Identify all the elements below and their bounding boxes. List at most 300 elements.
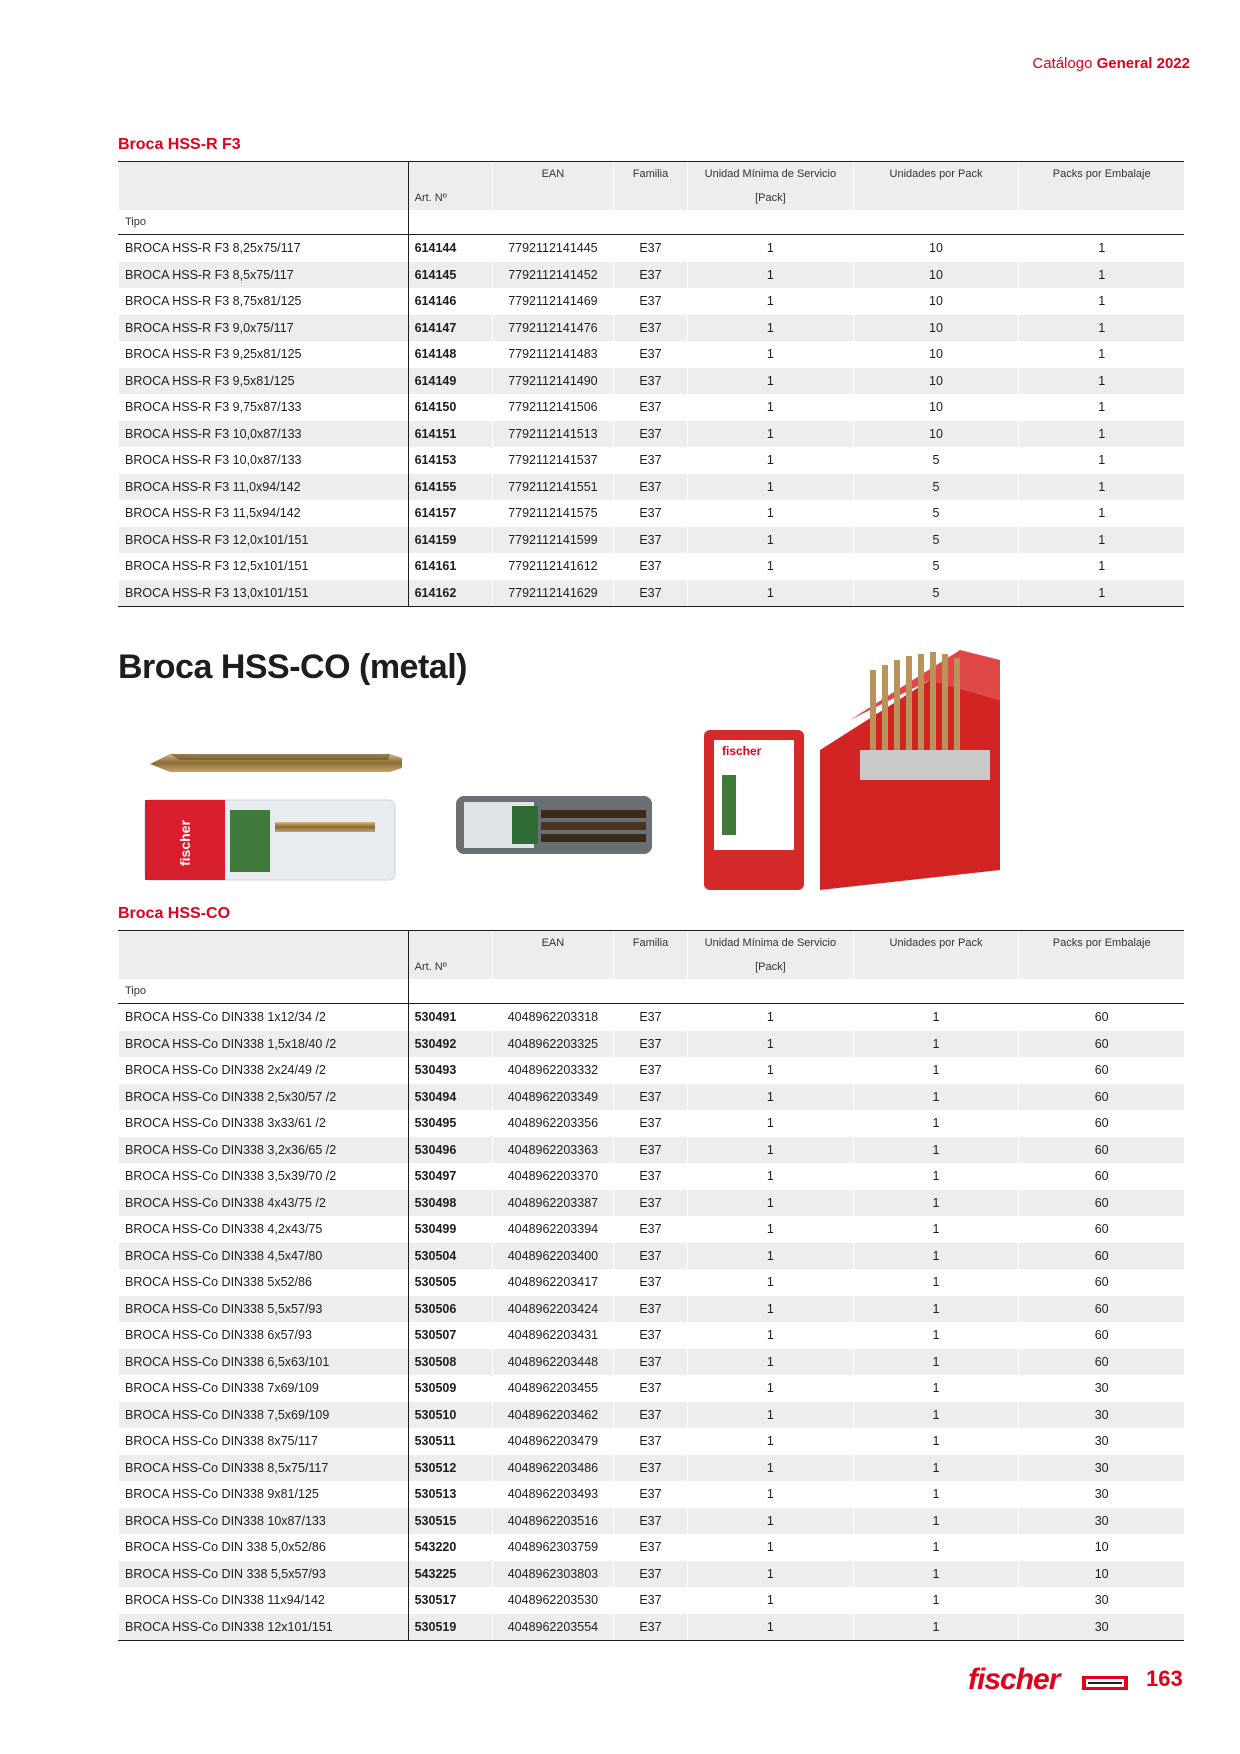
table-cell-ean: 7792112141599 [492, 527, 613, 554]
table-cell-ums: 1 [688, 1004, 854, 1031]
table-cell-ppe: 60 [1019, 1269, 1184, 1296]
table-cell-tipo: BROCA HSS-Co DIN338 2x24/49 /2 [119, 1057, 409, 1084]
table-cell-tipo: BROCA HSS-R F3 10,0x87/133 [119, 447, 409, 474]
table-row [119, 315, 1185, 342]
table-cell-ums: 1 [688, 447, 854, 474]
table-cell-tipo: BROCA HSS-R F3 11,5x94/142 [119, 500, 409, 527]
table-cell-ums: 1 [688, 553, 854, 580]
table-row [119, 235, 1185, 262]
table-cell-ean: 7792112141629 [492, 580, 613, 607]
table-cell-fam: E37 [613, 1375, 687, 1402]
table-cell-upp: 1 [853, 1534, 1019, 1561]
table-cell-upp: 1 [853, 1508, 1019, 1535]
table-cell-art: 530492 [408, 1031, 492, 1058]
table-cell-ean: 7792112141490 [492, 368, 613, 395]
table-cell-ppe: 1 [1019, 262, 1184, 289]
catalog-header-prefix: Catálogo [1032, 55, 1093, 72]
table-cell-upp: 1 [853, 1322, 1019, 1349]
table-cell-ums: 1 [688, 1084, 854, 1111]
col-upp: Unidades por Pack [853, 931, 1019, 956]
table-row [119, 1349, 1185, 1376]
table-cell-ums: 1 [688, 1587, 854, 1614]
table-cell-ums: 1 [688, 1269, 854, 1296]
table-cell-upp: 5 [853, 447, 1019, 474]
col-ean: EAN [492, 931, 613, 956]
table-cell-tipo: BROCA HSS-R F3 10,0x87/133 [119, 421, 409, 448]
table-cell-fam: E37 [613, 1322, 687, 1349]
col-art: Art. Nº [408, 186, 492, 210]
table-cell-fam: E37 [613, 235, 687, 262]
table-cell-upp: 1 [853, 1084, 1019, 1111]
table-cell-ppe: 30 [1019, 1508, 1184, 1535]
table-row [119, 1296, 1185, 1323]
table-row [119, 1269, 1185, 1296]
table-cell-tipo: BROCA HSS-Co DIN338 2,5x30/57 /2 [119, 1084, 409, 1111]
table-row [119, 1428, 1185, 1455]
table-cell-ean: 4048962203486 [492, 1455, 613, 1482]
table-body-hss-r-f3 [119, 235, 1185, 607]
table-cell-ean: 7792112141513 [492, 421, 613, 448]
table-cell-fam: E37 [613, 315, 687, 342]
fischer-logo-mark-icon [1082, 1673, 1128, 1693]
table-cell-ppe: 30 [1019, 1587, 1184, 1614]
table-cell-ean: 4048962203455 [492, 1375, 613, 1402]
table-cell-art: 614162 [408, 580, 492, 607]
table-header-row [119, 931, 1185, 956]
table-cell-ean: 4048962203394 [492, 1216, 613, 1243]
table-cell-fam: E37 [613, 262, 687, 289]
table-row [119, 1375, 1185, 1402]
table-cell-ppe: 60 [1019, 1110, 1184, 1137]
table-cell-tipo: BROCA HSS-Co DIN338 7,5x69/109 [119, 1402, 409, 1429]
table-cell-art: 614144 [408, 235, 492, 262]
table-cell-ean: 7792112141445 [492, 235, 613, 262]
table-header-row-2 [119, 186, 1185, 210]
table-cell-ean: 4048962203400 [492, 1243, 613, 1270]
table-cell-ppe: 60 [1019, 1190, 1184, 1217]
table-row [119, 553, 1185, 580]
col-ppe: Packs por Embalaje [1019, 162, 1184, 187]
table-cell-art: 530498 [408, 1190, 492, 1217]
table-cell-ppe: 1 [1019, 394, 1184, 421]
table-cell-tipo: BROCA HSS-Co DIN338 11x94/142 [119, 1587, 409, 1614]
table-cell-ean: 4048962203363 [492, 1137, 613, 1164]
table-cell-upp: 1 [853, 1375, 1019, 1402]
table-cell-tipo: BROCA HSS-Co DIN338 5,5x57/93 [119, 1296, 409, 1323]
table-cell-ean: 4048962203356 [492, 1110, 613, 1137]
table-cell-tipo: BROCA HSS-R F3 8,75x81/125 [119, 288, 409, 315]
table-cell-ums: 1 [688, 1163, 854, 1190]
table-cell-fam: E37 [613, 1004, 687, 1031]
table-cell-art: 530504 [408, 1243, 492, 1270]
table-cell-fam: E37 [613, 1587, 687, 1614]
table-cell-tipo: BROCA HSS-R F3 12,0x101/151 [119, 527, 409, 554]
table-cell-ppe: 1 [1019, 447, 1184, 474]
table-cell-ums: 1 [688, 1216, 854, 1243]
table-cell-art: 530499 [408, 1216, 492, 1243]
table-row [119, 1110, 1185, 1137]
table-cell-ppe: 1 [1019, 421, 1184, 448]
table-cell-upp: 1 [853, 1057, 1019, 1084]
table-cell-upp: 1 [853, 1243, 1019, 1270]
table-cell-art: 530517 [408, 1587, 492, 1614]
table-cell-art: 614150 [408, 394, 492, 421]
table-cell-ums: 1 [688, 1375, 854, 1402]
table-cell-upp: 10 [853, 235, 1019, 262]
table-row [119, 1084, 1185, 1111]
table-cell-art: 614151 [408, 421, 492, 448]
col-familia: Familia [613, 162, 687, 187]
table-cell-upp: 10 [853, 421, 1019, 448]
table-cell-art: 614148 [408, 341, 492, 368]
table-cell-tipo: BROCA HSS-Co DIN338 5x52/86 [119, 1269, 409, 1296]
table-cell-upp: 1 [853, 1481, 1019, 1508]
table-cell-upp: 10 [853, 368, 1019, 395]
table-cell-ppe: 60 [1019, 1322, 1184, 1349]
table-cell-ppe: 60 [1019, 1349, 1184, 1376]
table-cell-ums: 1 [688, 1561, 854, 1588]
table-cell-ppe: 30 [1019, 1614, 1184, 1641]
table-cell-art: 530491 [408, 1004, 492, 1031]
table-row [119, 1243, 1185, 1270]
table-cell-art: 614146 [408, 288, 492, 315]
col-familia: Familia [613, 931, 687, 956]
table-row [119, 1481, 1185, 1508]
table-cell-ppe: 30 [1019, 1402, 1184, 1429]
table-cell-upp: 1 [853, 1614, 1019, 1641]
table-cell-ean: 4048962203332 [492, 1057, 613, 1084]
table-row [119, 394, 1185, 421]
table-cell-ums: 1 [688, 1110, 854, 1137]
table-cell-upp: 1 [853, 1004, 1019, 1031]
table-cell-ums: 1 [688, 1534, 854, 1561]
table-cell-ean: 4048962203349 [492, 1084, 613, 1111]
table-cell-art: 530505 [408, 1269, 492, 1296]
table-cell-tipo: BROCA HSS-Co DIN338 3,2x36/65 /2 [119, 1137, 409, 1164]
table-cell-ppe: 30 [1019, 1455, 1184, 1482]
table-cell-tipo: BROCA HSS-Co DIN338 3x33/61 /2 [119, 1110, 409, 1137]
table-cell-fam: E37 [613, 474, 687, 501]
table-cell-upp: 1 [853, 1349, 1019, 1376]
table-cell-art: 530519 [408, 1614, 492, 1641]
table-cell-ppe: 60 [1019, 1084, 1184, 1111]
table-cell-tipo: BROCA HSS-R F3 11,0x94/142 [119, 474, 409, 501]
product-family-title: Broca HSS-CO (metal) [118, 648, 467, 686]
table-cell-tipo: BROCA HSS-Co DIN338 7x69/109 [119, 1375, 409, 1402]
table-cell-ppe: 60 [1019, 1216, 1184, 1243]
table-cell-fam: E37 [613, 1110, 687, 1137]
table-cell-ums: 1 [688, 580, 854, 607]
table-cell-art: 543225 [408, 1561, 492, 1588]
table-cell-ppe: 1 [1019, 580, 1184, 607]
table-cell-upp: 1 [853, 1216, 1019, 1243]
table-cell-tipo: BROCA HSS-Co DIN338 10x87/133 [119, 1508, 409, 1535]
table-cell-tipo: BROCA HSS-Co DIN 338 5,5x57/93 [119, 1561, 409, 1588]
col-ums-pack: [Pack] [688, 186, 854, 210]
table-row [119, 1402, 1185, 1429]
table-cell-ppe: 60 [1019, 1057, 1184, 1084]
table-cell-fam: E37 [613, 1216, 687, 1243]
table-hss-co [118, 930, 1184, 1641]
table-cell-ums: 1 [688, 1137, 854, 1164]
section-title-hss-co: Broca HSS-CO [118, 905, 231, 922]
table-cell-upp: 1 [853, 1561, 1019, 1588]
table-cell-fam: E37 [613, 553, 687, 580]
table-cell-fam: E37 [613, 1296, 687, 1323]
table-cell-upp: 1 [853, 1190, 1019, 1217]
table-cell-art: 530510 [408, 1402, 492, 1429]
col-ums: Unidad Mínima de Servicio [688, 162, 854, 187]
table-cell-ums: 1 [688, 1349, 854, 1376]
table-cell-ums: 1 [688, 368, 854, 395]
table-cell-ums: 1 [688, 1057, 854, 1084]
table-cell-tipo: BROCA HSS-Co DIN338 9x81/125 [119, 1481, 409, 1508]
table-cell-ean: 4048962303803 [492, 1561, 613, 1588]
table-cell-upp: 1 [853, 1031, 1019, 1058]
table-cell-fam: E37 [613, 1031, 687, 1058]
table-row [119, 1614, 1185, 1641]
table-row [119, 500, 1185, 527]
table-cell-fam: E37 [613, 1349, 687, 1376]
table-cell-tipo: BROCA HSS-R F3 8,5x75/117 [119, 262, 409, 289]
table-cell-ums: 1 [688, 1402, 854, 1429]
table-cell-fam: E37 [613, 1561, 687, 1588]
table-cell-fam: E37 [613, 580, 687, 607]
table-cell-ean: 7792112141476 [492, 315, 613, 342]
single-drill-bit-blister-image [140, 740, 402, 885]
table-cell-ean: 4048962203493 [492, 1481, 613, 1508]
table-cell-tipo: BROCA HSS-R F3 8,25x75/117 [119, 235, 409, 262]
table-cell-fam: E37 [613, 1481, 687, 1508]
table-cell-art: 530512 [408, 1455, 492, 1482]
table-cell-fam: E37 [613, 500, 687, 527]
table-cell-fam: E37 [613, 1163, 687, 1190]
table-cell-tipo: BROCA HSS-R F3 9,0x75/117 [119, 315, 409, 342]
table-cell-ppe: 1 [1019, 527, 1184, 554]
table-cell-upp: 5 [853, 500, 1019, 527]
table-cell-ppe: 1 [1019, 553, 1184, 580]
table-header-row-2 [119, 955, 1185, 979]
table-cell-ums: 1 [688, 1190, 854, 1217]
table-cell-ppe: 10 [1019, 1534, 1184, 1561]
table-cell-tipo: BROCA HSS-Co DIN338 4x43/75 /2 [119, 1190, 409, 1217]
case-brand-text: fischer [722, 744, 762, 758]
table-row [119, 1031, 1185, 1058]
table-cell-fam: E37 [613, 1057, 687, 1084]
table-cell-ums: 1 [688, 1481, 854, 1508]
table-row [119, 1004, 1185, 1031]
table-header-row [119, 162, 1185, 187]
table-cell-ums: 1 [688, 474, 854, 501]
table-cell-ums: 1 [688, 1031, 854, 1058]
table-row [119, 1163, 1185, 1190]
drill-bit-set-case-image [700, 640, 1020, 895]
table-cell-ums: 1 [688, 315, 854, 342]
table-cell-upp: 5 [853, 527, 1019, 554]
table-cell-art: 614153 [408, 447, 492, 474]
table-cell-ppe: 60 [1019, 1031, 1184, 1058]
table-cell-ean: 4048962203479 [492, 1428, 613, 1455]
table-cell-fam: E37 [613, 527, 687, 554]
table-cell-ean: 4048962203448 [492, 1349, 613, 1376]
table-cell-art: 530508 [408, 1349, 492, 1376]
table-cell-ums: 1 [688, 1614, 854, 1641]
table-cell-ean: 4048962203554 [492, 1614, 613, 1641]
table-cell-fam: E37 [613, 1137, 687, 1164]
table-row [119, 527, 1185, 554]
table-cell-tipo: BROCA HSS-R F3 13,0x101/151 [119, 580, 409, 607]
table-cell-ean: 4048962203387 [492, 1190, 613, 1217]
section-title-hss-r-f3: Broca HSS-R F3 [118, 136, 241, 153]
table-cell-art: 530507 [408, 1322, 492, 1349]
table-row [119, 1190, 1185, 1217]
table-cell-ean: 4048962203431 [492, 1322, 613, 1349]
table-cell-art: 530496 [408, 1137, 492, 1164]
table-cell-ean: 7792112141452 [492, 262, 613, 289]
table-cell-art: 614159 [408, 527, 492, 554]
table-cell-upp: 10 [853, 262, 1019, 289]
table-cell-fam: E37 [613, 1534, 687, 1561]
table-body-hss-co [119, 1004, 1185, 1641]
table-cell-ean: 7792112141575 [492, 500, 613, 527]
table-cell-ums: 1 [688, 262, 854, 289]
table-cell-ums: 1 [688, 394, 854, 421]
table-cell-art: 530513 [408, 1481, 492, 1508]
table-cell-ppe: 1 [1019, 235, 1184, 262]
table-hss-r-f3 [118, 161, 1184, 607]
table-cell-ean: 4048962203462 [492, 1402, 613, 1429]
table-row [119, 1216, 1185, 1243]
col-ppe: Packs por Embalaje [1019, 931, 1184, 956]
table-cell-ean: 7792112141612 [492, 553, 613, 580]
table-cell-upp: 1 [853, 1428, 1019, 1455]
page-number: 163 [1146, 1666, 1183, 1691]
table-cell-tipo: BROCA HSS-Co DIN338 6,5x63/101 [119, 1349, 409, 1376]
table-cell-ean: 7792112141506 [492, 394, 613, 421]
table-cell-tipo: BROCA HSS-Co DIN338 12x101/151 [119, 1614, 409, 1641]
table-row [119, 1534, 1185, 1561]
table-cell-ppe: 1 [1019, 341, 1184, 368]
table-cell-art: 614145 [408, 262, 492, 289]
table-cell-upp: 5 [853, 580, 1019, 607]
table-cell-fam: E37 [613, 1428, 687, 1455]
table-row [119, 262, 1185, 289]
table-cell-ums: 1 [688, 341, 854, 368]
table-cell-ums: 1 [688, 288, 854, 315]
table-cell-upp: 1 [853, 1402, 1019, 1429]
table-cell-upp: 1 [853, 1587, 1019, 1614]
table-row [119, 1322, 1185, 1349]
table-cell-upp: 1 [853, 1163, 1019, 1190]
table-row [119, 580, 1185, 607]
catalog-header-bold: General 2022 [1096, 55, 1190, 72]
table-cell-ums: 1 [688, 500, 854, 527]
table-cell-ean: 4048962303759 [492, 1534, 613, 1561]
table-row [119, 447, 1185, 474]
table-cell-ums: 1 [688, 1296, 854, 1323]
table-cell-ean: 4048962203325 [492, 1031, 613, 1058]
table-cell-ums: 1 [688, 527, 854, 554]
table-cell-fam: E37 [613, 394, 687, 421]
table-tipo-row [119, 979, 1185, 1004]
table-cell-art: 530497 [408, 1163, 492, 1190]
table-cell-art: 614161 [408, 553, 492, 580]
fischer-logo: fischer [968, 1663, 1060, 1696]
table-cell-ppe: 1 [1019, 288, 1184, 315]
table-cell-upp: 10 [853, 288, 1019, 315]
table-cell-ppe: 30 [1019, 1428, 1184, 1455]
table-cell-ean: 7792112141537 [492, 447, 613, 474]
table-cell-upp: 5 [853, 553, 1019, 580]
col-ums-pack: [Pack] [688, 955, 854, 979]
col-ums: Unidad Mínima de Servicio [688, 931, 854, 956]
col-tipo: Tipo [119, 210, 409, 235]
table-cell-art: 614149 [408, 368, 492, 395]
table-cell-art: 614155 [408, 474, 492, 501]
table-row [119, 368, 1185, 395]
table-cell-tipo: BROCA HSS-R F3 9,25x81/125 [119, 341, 409, 368]
table-cell-art: 614157 [408, 500, 492, 527]
table-cell-fam: E37 [613, 1269, 687, 1296]
table-row [119, 474, 1185, 501]
table-cell-ean: 7792112141551 [492, 474, 613, 501]
table-cell-ean: 4048962203370 [492, 1163, 613, 1190]
table-cell-art: 530495 [408, 1110, 492, 1137]
table-cell-upp: 10 [853, 315, 1019, 342]
col-ean: EAN [492, 162, 613, 187]
table-cell-ppe: 1 [1019, 368, 1184, 395]
table-cell-tipo: BROCA HSS-Co DIN338 4,5x47/80 [119, 1243, 409, 1270]
table-cell-art: 614147 [408, 315, 492, 342]
table-cell-ean: 4048962203417 [492, 1269, 613, 1296]
table-cell-ppe: 60 [1019, 1004, 1184, 1031]
table-cell-ean: 4048962203424 [492, 1296, 613, 1323]
table-cell-art: 530506 [408, 1296, 492, 1323]
table-cell-tipo: BROCA HSS-Co DIN338 8x75/117 [119, 1428, 409, 1455]
table-cell-art: 530511 [408, 1428, 492, 1455]
table-cell-tipo: BROCA HSS-Co DIN338 8,5x75/117 [119, 1455, 409, 1482]
table-cell-ean: 7792112141469 [492, 288, 613, 315]
table-cell-tipo: BROCA HSS-R F3 12,5x101/151 [119, 553, 409, 580]
table-cell-fam: E37 [613, 341, 687, 368]
table-cell-ppe: 60 [1019, 1137, 1184, 1164]
table-cell-tipo: BROCA HSS-Co DIN338 3,5x39/70 /2 [119, 1163, 409, 1190]
table-cell-fam: E37 [613, 1402, 687, 1429]
table-cell-fam: E37 [613, 288, 687, 315]
catalog-header [1032, 55, 1190, 72]
table-tipo-row [119, 210, 1185, 235]
table-cell-upp: 1 [853, 1137, 1019, 1164]
table-row [119, 1508, 1185, 1535]
table-cell-ean: 4048962203318 [492, 1004, 613, 1031]
table-row [119, 288, 1185, 315]
table-cell-art: 530515 [408, 1508, 492, 1535]
table-cell-fam: E37 [613, 368, 687, 395]
table-cell-ppe: 30 [1019, 1481, 1184, 1508]
table-row [119, 1561, 1185, 1588]
table-cell-upp: 10 [853, 341, 1019, 368]
table-cell-tipo: BROCA HSS-R F3 9,5x81/125 [119, 368, 409, 395]
table-cell-ums: 1 [688, 1243, 854, 1270]
table-cell-ppe: 30 [1019, 1375, 1184, 1402]
table-cell-fam: E37 [613, 1190, 687, 1217]
table-cell-tipo: BROCA HSS-Co DIN338 1x12/34 /2 [119, 1004, 409, 1031]
table-cell-upp: 1 [853, 1110, 1019, 1137]
table-cell-ums: 1 [688, 1322, 854, 1349]
col-art: Art. Nº [408, 955, 492, 979]
table-cell-art: 543220 [408, 1534, 492, 1561]
table-cell-art: 530493 [408, 1057, 492, 1084]
